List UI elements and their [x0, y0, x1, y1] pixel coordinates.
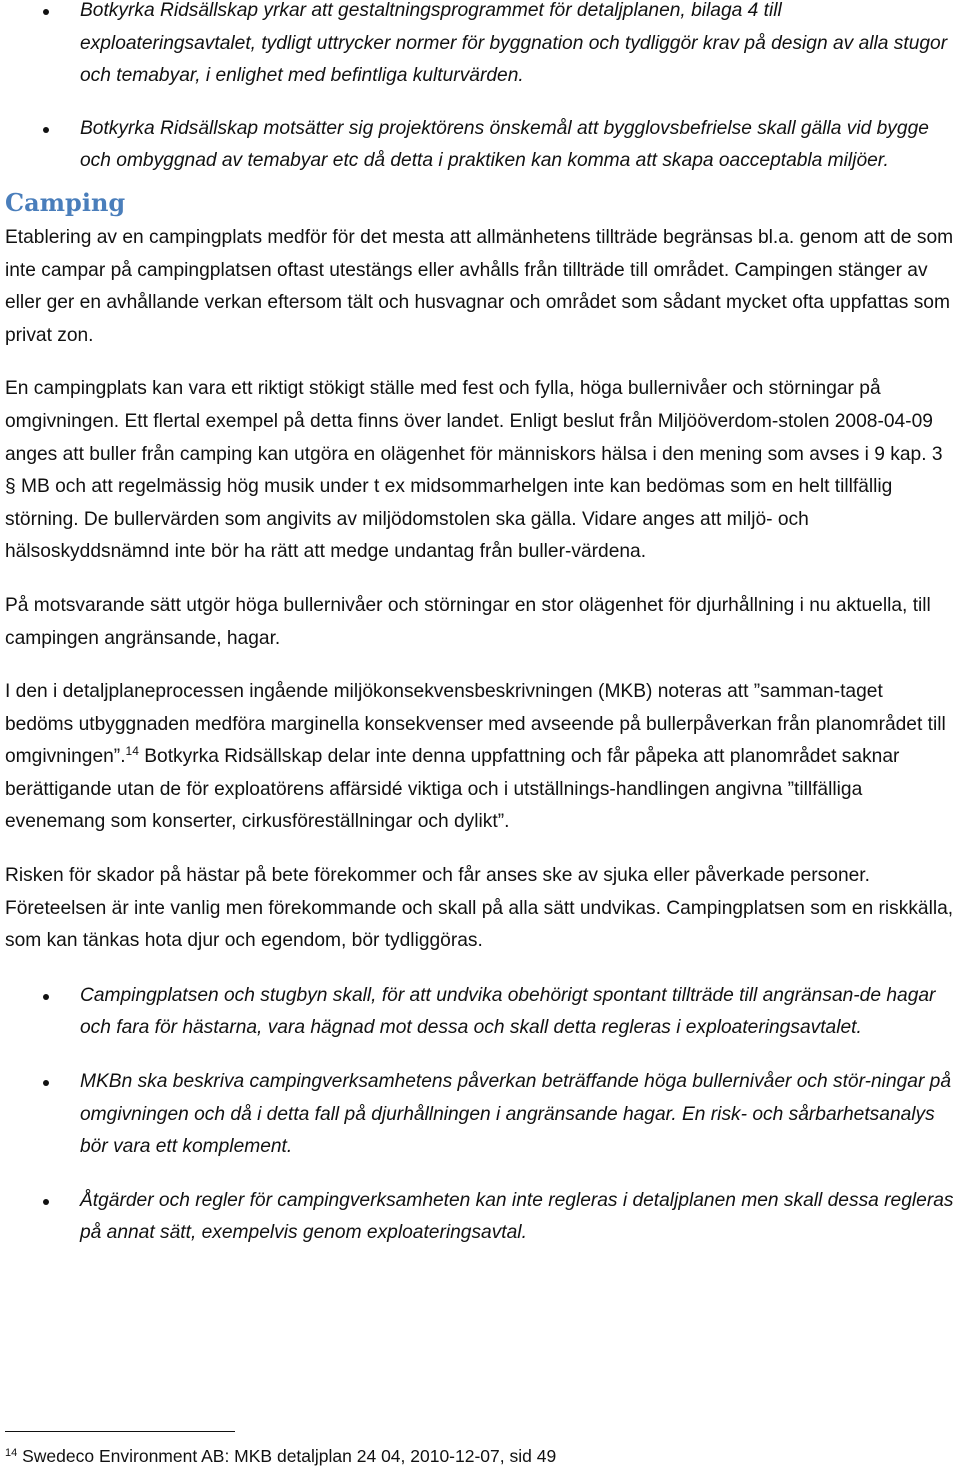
paragraph-text: I den i detaljplaneprocessen ingående miljökonsekvensbeskrivningen (MKB) noteras att ”samman-taget bedöms utbyggnaden medföra marginella konsekvenser med avseende på bullerpåverkan från planområdet till omgivningen”. [5, 681, 946, 768]
bullet-icon [43, 1080, 49, 1086]
list-item-text: Botkyrka Ridsällskap yrkar att gestaltningsprogrammet för detaljplanen, bilaga 4 till exploateringsavtalet, tydligt uttrycker normer för byggnation och tydliggör krav på design av alla stugor och temabyar, i enlighet med befintliga kulturvärden. [80, 0, 948, 87]
footnote [5, 1444, 556, 1468]
list-item-text: Åtgärder och regler för campingverksamheten kan inte regleras i detaljplanen men skall dessa regleras på annat sätt, exempelvis genom exploateringsavtal. [80, 1189, 954, 1244]
bullet-icon [43, 994, 49, 1000]
list-item-text: MKBn ska beskriva campingverksamhetens påverkan beträffande höga bullernivåer och stör-ningar på omgivningen och då i detta fall på djurhållningen i angränsande hagar. En risk- och sårbarhetsanalys bör vara ett komplement. [80, 1071, 952, 1158]
paragraph: Etablering av en campingplats medför för det mesta att allmänhetens tillträde begränsas bl.a. genom att de som inte campar på campingplatsen oftast utestängs eller avhålls från tillträde till området. Campingen stänger av eller ger en avhållande verkan eftersom tält och husvagnar och området som sådant mycket ofta uppfattas som privat zon. [5, 226, 954, 346]
bullet-list-bottom [0, 980, 960, 1250]
paragraph-text: Botkyrka Ridsällskap delar inte denna uppfattning och får påpeka att planområdet saknar berättigande utan de för exploatörens affärsidé viktiga och i utställnings-handlingen angivna ”tillfälliga evenemang som konserter, cirkusföreställningar och dylikt”. [5, 746, 900, 833]
footnote-text: Swedeco Environment AB: MKB detaljplan 24 04, 2010-12-07, sid 49 [17, 1446, 557, 1466]
paragraph [0, 676, 960, 839]
paragraph: En campingplats kan vara ett riktigt stökigt ställe med fest och fylla, höga bullernivåer och störningar på omgivningen. Ett flertal exempel på detta finns över landet. Enligt beslut från Miljööverdom-stolen 2008-04-09 anges att buller från camping kan utgöra en olägenhet för människors hälsa i den mening som avses i 9 kap. 3 § MB och att regelmässig hög musik under t ex midsommarhelgen inte kan bedömas som en helt tillfällig störning. De bullervärden som angivits av miljödomstolen ska gälla. Vidare anges att miljö- och hälsoskyddsnämnd inte bör ha rätt att medge undantag från buller-värdena. [5, 378, 943, 563]
list-item-text: Campingplatsen och stugbyn skall, för att undvika obehörigt spontant tillträde till angränsan-de hagar och fara för hästarna, vara hägnad mot dessa och skall detta regleras i exploateringsavtalet. [80, 984, 936, 1039]
footnote-divider [5, 1431, 235, 1432]
list-item-text: Botkyrka Ridsällskap motsätter sig projektörens önskemål att bygglovsbefrielse skall gälla vid bygge och ombyggnad av temabyar etc då detta i praktiken kan komma att skapa oacceptabla miljöer. [80, 117, 929, 172]
list-item [0, 113, 960, 178]
list-item [0, 1185, 960, 1250]
bullet-icon [43, 1199, 49, 1205]
paragraph: Risken för skador på hästar på bete förekommer och får anses ske av sjuka eller påverkade personer. Företeelsen är inte vanlig men förekommande och skall på alla sätt undvikas. Campingplatsen som en riskkälla, som kan tänkas hota djur och egendom, bör tydliggöras. [5, 865, 954, 952]
bullet-icon [43, 9, 49, 15]
bullet-list-top [0, 0, 960, 178]
list-item [0, 1066, 960, 1164]
section-heading: Camping [5, 187, 126, 217]
paragraph: På motsvarande sätt utgör höga bullernivåer och störningar en stor olägenhet för djurhållning i nu aktuella, till campingen angränsande, hagar. [5, 594, 931, 649]
footnote-number: 14 [5, 1447, 18, 1459]
list-item [0, 980, 960, 1045]
list-item [0, 0, 960, 93]
footnote-reference[interactable]: 14 [125, 744, 139, 759]
bullet-icon [43, 127, 49, 133]
